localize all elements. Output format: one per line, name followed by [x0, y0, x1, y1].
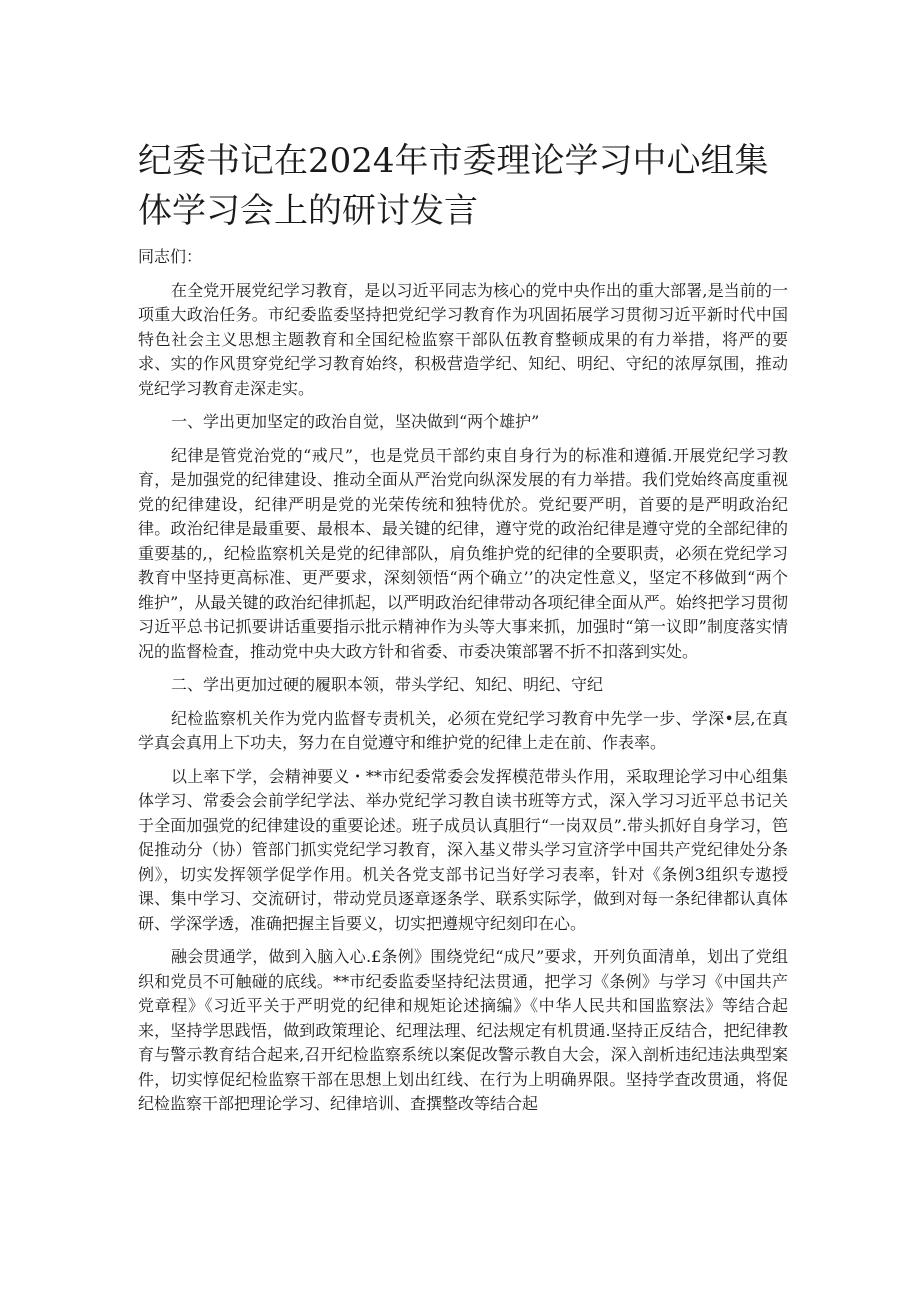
greeting: 同志们：	[138, 247, 203, 266]
paragraph-political-discipline: 纪律是管党治党的“戒尺”，也是党员干部约束自身行为的标准和遵循.开展党纪学习教育，是加强党的纪律建设、推动全面从严治党向纵深发展的有力举措。我们党始终高度重视党的纪律建设，纪律严明是党的光荣传统和独特优於。党纪要严明，首要的是严明政治纪律。政治纪律是最重要、最根本、最关键的纪律，遵守党的政治纪律是遵守党的全部纪律的重要基的,，纪检监察机关是党的纪律部队，肩负维护党的纪律的全要职责，必须在党纪学习教育中坚持更高标准、更严要求，深刻领悟“两个确立’’的决定性意义，坚定不移做到“两个维护”，从最关键的政治纪律抓起，以严明政治纪律带动各项纪律全面从严。始终把学习贯彻习近平总书记抓要讲话重要指示批示精神作为头等大事来抓，加强时“第一议即”制度落实情况的监督检査，推动党中央大政方针和省委、市委决策部署不折不扣落到实处。	[138, 445, 788, 661]
section-heading-2: 二、学出更加过硬的履职本领，带头学纪、知纪、明纪、守纪	[171, 675, 604, 694]
paragraph-lead-by-example: 以上率下学，会精神要义・**市纪委常委会发挥模范带头作用，采取理论学习中心组集体学习、常委会会前学纪学法、举办党纪学习教自读书班等方式，深入学习习近平总书记关于全面加强党的纪律建设的重要论述。班子成员认真胆行“一岗双员”.带头抓好自身学习，笆促推动分（协）管部门抓实党纪学习教育，深入基义带头学习宣济学中国共产党纪律处分条例》，切实发挥领学促学作用。机关各党支部书记当好学习表率，针对《条例3组织专遨授课、集中学习、交流研讨，带动党员逐章逐条学、联系实际学，做到对每一条纪律都认真体研、学深学透，准确把握主旨要义，切实把遵规守纪刻印在心。	[138, 766, 788, 933]
section-heading-1: 一、学出更加坚定的政治自觉，坚决做到“两个雄护”	[171, 412, 540, 431]
document-body	[138, 245, 788, 1126]
document-title: 纪委书记在2024年市委理论学习中心组集体学习会上的研讨发言	[138, 141, 769, 231]
paragraph-intro: 在全党开展党纪学习教育，是以习近平同志为核心的党中央作出的重大部署,是当前的一项重大政治任务。市纪委监委坚持把党纪学习教育作为巩固拓展学习贯彻习近平新时代中国特色社会主义思想主题教育和全国纪检监察干部队伍教育整顿成果的有力举措，将严的要求、实的作风贯穿党纪学习教育始终，积极营造学纪、知纪、明纪、守纪的浓厚氛围，推动党纪学习教育走深走实。	[138, 280, 788, 398]
paragraph-supervision-role: 纪检监察机关作为党内监督专责机关，必须在党纪学习教育中先学一步、学深•层,在真学真会真用上下功夫，努力在自觉遵守和维护党的纪律上走在前、作表率。	[138, 708, 788, 752]
paragraph-integrated-learning: 融会贯通学，做到入脑入心.£条例》围绕党纪“成尺”要求，开列负面清单，划出了党组织和党员不可触碰的底线。**市纪委监委坚持纪法贯通，把学习《条例》与学习《中国共产党章程》《习近平关于严明党的纪律和规矩论述摘编》《中华人民共和国监察法》等结合起来，坚持学思践悟，做到政策理论、纪理法理、纪法规定有机贯通.坚持正反结合，把纪律教育与警示教育结合起来,召开纪检监察系统以案促改警示教自大会，深入剖析违纪违法典型案件，切实惇促纪检监察干部在思想上划出红线、在行为上明确界限。坚持学査改贯通，将促纪检监察干部把理论学习、纪律培训、査撰整改等结合起	[138, 947, 788, 1113]
